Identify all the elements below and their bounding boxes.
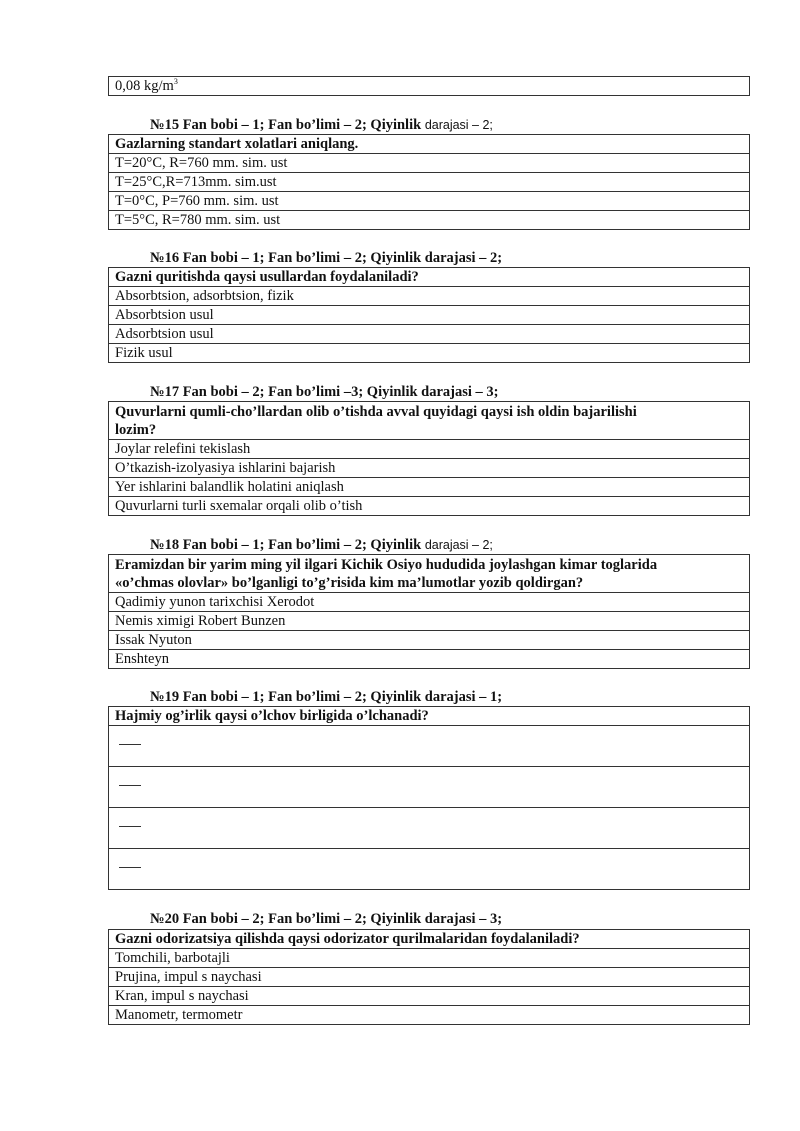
answer-option-blank (109, 849, 750, 890)
question-16-table (108, 267, 750, 363)
question-18-heading: №18 Fan bobi – 1; Fan bo’limi – 2; Qiyinlik darajasi – 2; (150, 537, 493, 553)
question-20-heading: №20 Fan bobi – 2; Fan bo’limi – 2; Qiyinlik darajasi – 3; (150, 911, 503, 927)
question-19-table (108, 706, 750, 890)
answer-option: Adsorbtsion usul (109, 325, 750, 344)
answer-cell: 0,08 $kg/m^3$ (109, 77, 750, 96)
question-text: Eramizdan bir yarim ming yil ilgari Kichik Osiyo hududida joylashgan kimar toglarida «o’chmas olovlar» bo’lganligi to’g’risida kim ma’lumotlar yozib qoldirgan? (109, 555, 750, 593)
answer-option: Kran, impul s naychasi (109, 987, 750, 1006)
question-15-table (108, 134, 750, 230)
question-text: Gazni quritishda qaysi usullardan foydalaniladi? (109, 268, 750, 287)
question-16-heading: №16 Fan bobi – 1; Fan bo’limi – 2; Qiyinlik darajasi – 2; (150, 250, 503, 266)
answer-option: Joylar relefini tekislash (109, 440, 750, 459)
blank-line (119, 785, 141, 786)
question-17-table (108, 401, 750, 516)
answer-option-blank (109, 726, 750, 767)
answer-option: T=5°C, R=780 mm. sim. ust (109, 211, 750, 230)
answer-option: Absorbtsion, adsorbtsion, fizik (109, 287, 750, 306)
question-text: Gazlarning standart xolatlari aniqlang. (109, 135, 750, 154)
blank-line (119, 867, 141, 868)
answer-option: Qadimiy yunon tarixchisi Xerodot (109, 593, 750, 612)
answer-option: Yer ishlarini balandlik holatini aniqlash (109, 478, 750, 497)
blank-line (119, 744, 141, 745)
answer-option-blank (109, 767, 750, 808)
answer-option: T=20°C, R=760 mm. sim. ust (109, 154, 750, 173)
question-17-heading: №17 Fan bobi – 2; Fan bo’limi –3; Qiyinlik darajasi – 3; (150, 384, 499, 400)
answer-option: T=25°C,R=713mm. sim.ust (109, 173, 750, 192)
question-15-heading: №15 Fan bobi – 1; Fan bo’limi – 2; Qiyinlik darajasi – 2; (150, 117, 493, 133)
answer-option: Fizik usul (109, 344, 750, 363)
answer-option: Manometr, termometr (109, 1006, 750, 1025)
answer-option: Enshteyn (109, 650, 750, 669)
answer-option: Quvurlarni turli sxemalar orqali olib o’tish (109, 497, 750, 516)
answer-option: O’tkazish-izolyasiya ishlarini bajarish (109, 459, 750, 478)
question-18-table (108, 554, 750, 669)
blank-line (119, 826, 141, 827)
question-19-heading: №19 Fan bobi – 1; Fan bo’limi – 2; Qiyinlik darajasi – 1; (150, 689, 503, 705)
answer-option: Tomchili, barbotajli (109, 949, 750, 968)
question-text: Quvurlarni qumli-cho’llardan olib o’tishda avval quyidagi qaysi ish oldin bajarilishi lozim? (109, 402, 750, 440)
question-text: Hajmiy og’irlik qaysi o’lchov birligida o’lchanadi? (109, 707, 750, 726)
answer-option: T=0°C, P=760 mm. sim. ust (109, 192, 750, 211)
answer-option: Issak Nyuton (109, 631, 750, 650)
answer-option: Nemis ximigi Robert Bunzen (109, 612, 750, 631)
question-text: Gazni odorizatsiya qilishda qaysi odorizator qurilmalaridan foydalaniladi? (109, 930, 750, 949)
question-20-table (108, 929, 750, 1025)
answer-option: Absorbtsion usul (109, 306, 750, 325)
answer-option: Prujina, impul s naychasi (109, 968, 750, 987)
answer-option-blank (109, 808, 750, 849)
top-answer-table (108, 76, 750, 96)
